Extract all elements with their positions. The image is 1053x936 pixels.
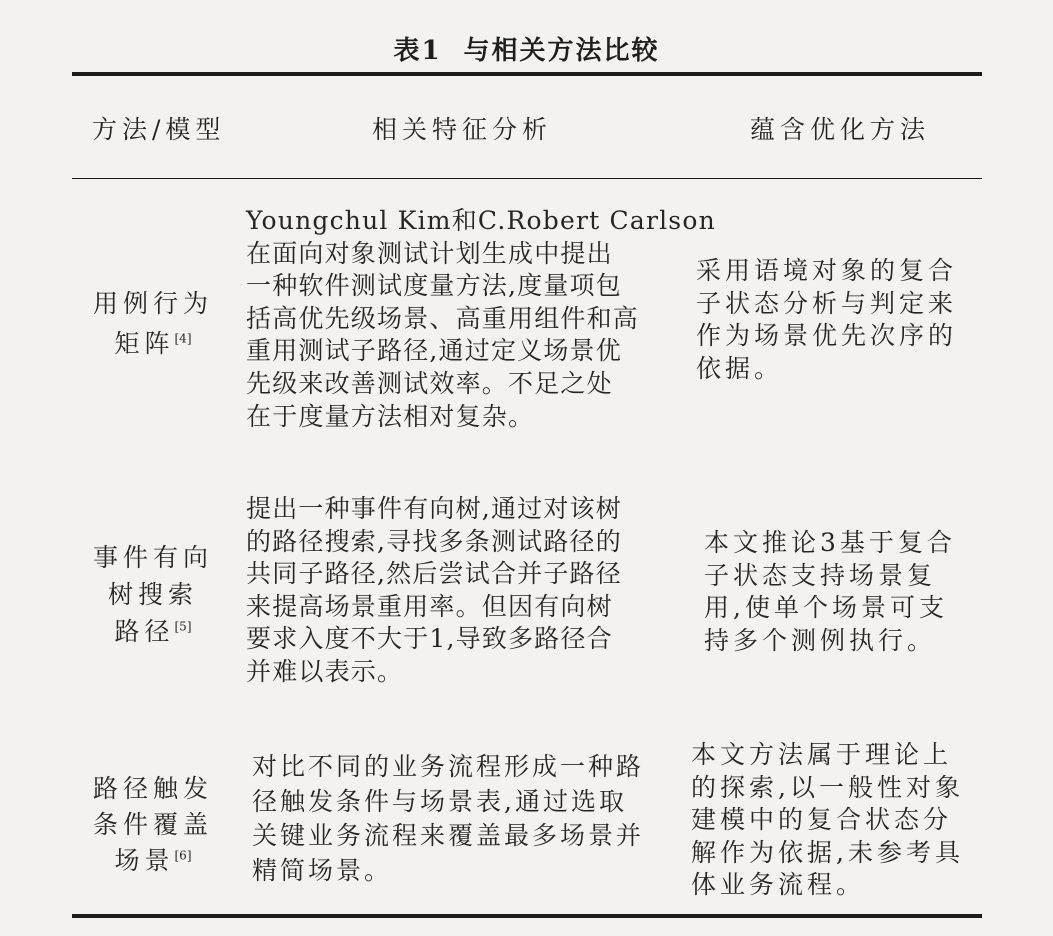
feature-line: 共同子路径,然后尝试合并子路径 xyxy=(246,559,622,589)
row-1-name-line: 用例行为 xyxy=(92,289,213,318)
feature-line: 在面向对象测试计划生成中提出 xyxy=(246,238,613,268)
row-1-name-line-last xyxy=(78,324,228,364)
optimization-line: 本文推论3基于复合 xyxy=(704,528,956,557)
row-3-method-name xyxy=(78,771,228,879)
feature-line: 括高优先级场景、高重用组件和高 xyxy=(246,303,640,333)
row-1-citation: [4] xyxy=(174,331,192,346)
feature-line: 要求入度不大于1,导致多路径合 xyxy=(246,624,613,654)
table-top-rule xyxy=(72,72,982,76)
feature-line: 重用测试子路径,通过定义场景优 xyxy=(246,336,622,366)
row-3-name-line: 条件覆盖 xyxy=(92,810,213,839)
optimization-line: 依据。 xyxy=(696,353,784,383)
row-2-name-line-last xyxy=(78,613,228,650)
feature-line: Youngchul Kim和C.Robert Carlson xyxy=(246,206,716,235)
optimization-line: 用,使单个场景可支 xyxy=(704,593,948,623)
optimization-line: 作为场景优先次序的 xyxy=(696,321,958,351)
row-1-feature-analysis xyxy=(246,205,716,433)
optimization-line: 的探索,以一般性对象 xyxy=(691,772,964,802)
row-2-name-text: 路径 xyxy=(114,617,175,646)
feature-line: 并难以表示。 xyxy=(246,656,404,686)
optimization-line: 本文方法属于理论上 xyxy=(691,740,953,769)
feature-line: 一种软件测试度量方法,度量项包 xyxy=(246,271,622,301)
optimization-line: 持多个测例执行。 xyxy=(704,625,937,655)
row-3-feature-analysis xyxy=(252,750,644,888)
row-2-method-name xyxy=(78,539,228,650)
feature-line: 的路径搜索,寻找多条测试路径的 xyxy=(246,526,622,556)
feature-line: 提出一种事件有向树,通过对该树 xyxy=(246,494,622,523)
feature-line: 径触发条件与场景表,通过选取 xyxy=(252,786,627,816)
feature-line: 精简场景。 xyxy=(252,855,393,885)
row-2-name-line: 树搜索 xyxy=(107,580,198,609)
feature-line: 对比不同的业务流程形成一种路 xyxy=(252,752,645,781)
row-3-name-line: 路径触发 xyxy=(92,774,213,803)
optimization-line: 采用语境对象的复合 xyxy=(696,256,958,285)
row-2-optimization-method xyxy=(704,527,956,657)
column-header-method: 方法/模型 xyxy=(92,115,226,144)
table-caption xyxy=(0,30,1053,67)
row-2-name-line: 事件有向 xyxy=(92,543,213,572)
row-1-optimization-method xyxy=(696,255,957,385)
optimization-line: 建模中的复合状态分 xyxy=(691,805,953,835)
row-3-name-line-last xyxy=(78,843,228,879)
row-1-method-name xyxy=(78,284,228,364)
column-header-features: 相关特征分析 xyxy=(372,115,553,144)
feature-line: 关键业务流程来覆盖最多场景并 xyxy=(252,821,645,850)
optimization-line: 子状态分析与判定来 xyxy=(696,288,958,318)
table-bottom-rule xyxy=(72,914,982,918)
optimization-line: 子状态支持场景复 xyxy=(704,560,937,590)
feature-line: 来提高场景重用率。但因有向树 xyxy=(246,591,613,621)
row-3-optimization-method xyxy=(691,739,964,902)
optimization-line: 体业务流程。 xyxy=(691,870,866,900)
feature-line: 在于度量方法相对复杂。 xyxy=(246,401,535,431)
table-caption-title: 与相关方法比较 xyxy=(463,36,660,66)
row-2-feature-analysis xyxy=(246,493,622,689)
table-caption-number: 表1 xyxy=(393,36,442,66)
row-3-citation: [6] xyxy=(174,848,192,863)
row-2-citation: [5] xyxy=(174,619,192,634)
table-header-rule xyxy=(72,178,982,179)
row-3-name-text: 场景 xyxy=(114,846,175,875)
row-1-name-text: 矩阵 xyxy=(114,329,175,358)
optimization-line: 解作为依据,未参考具 xyxy=(691,837,964,867)
column-header-optimization: 蕴含优化方法 xyxy=(750,115,931,144)
feature-line: 先级来改善测试效率。不足之处 xyxy=(246,368,613,398)
